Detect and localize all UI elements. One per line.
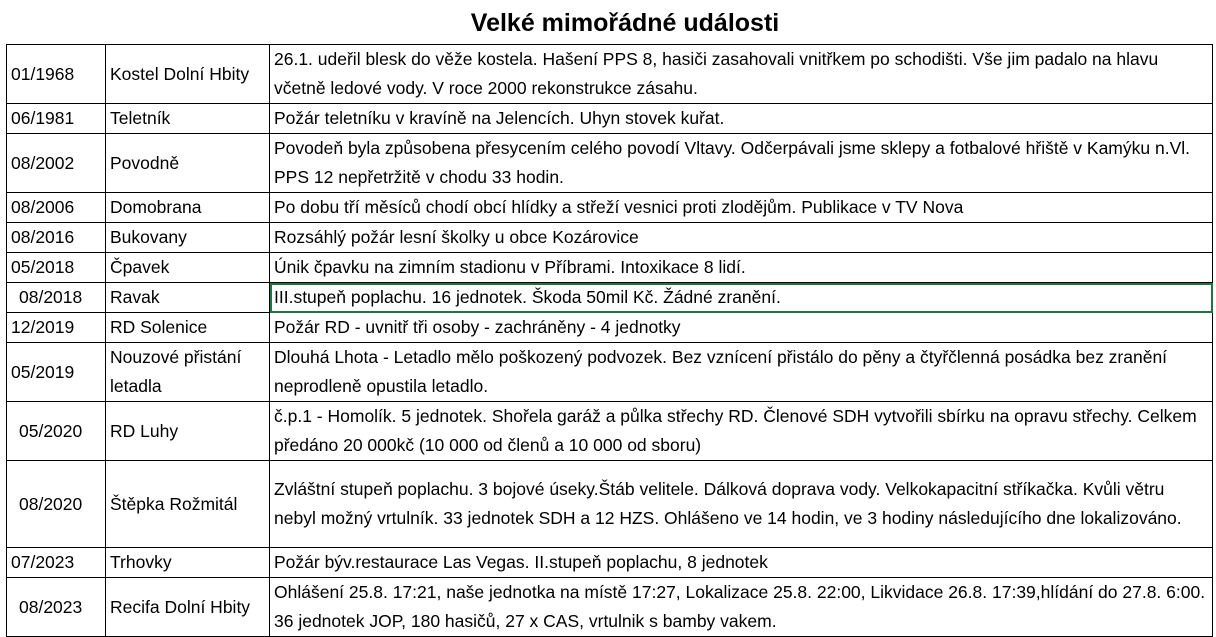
date-cell[interactable]: 08/2020 xyxy=(7,461,106,548)
description-cell[interactable]: Požár býv.restaurace Las Vegas. II.stupeň poplachu, 8 jednotek xyxy=(270,548,1213,578)
name-cell[interactable]: RD Luhy xyxy=(106,402,270,461)
name-cell[interactable]: RD Solenice xyxy=(106,313,270,343)
description-cell[interactable]: Po dobu tří měsíců chodí obcí hlídky a střeží vesnici proti zlodějům. Publikace v TV Nova xyxy=(270,193,1213,223)
date-cell[interactable]: 08/2002 xyxy=(7,134,106,193)
date-cell[interactable]: 06/1981 xyxy=(7,104,106,134)
date-cell[interactable]: 12/2019 xyxy=(7,313,106,343)
table-row xyxy=(7,548,1213,578)
description-cell[interactable]: Dlouhá Lhota - Letadlo mělo poškozený podvozek. Bez vznícení přistálo do pěny a čtyřčlenná posádka bez zranění neprodleně opustila letadlo. xyxy=(270,343,1213,402)
description-cell[interactable]: 26.1. udeřil blesk do věže kostela. Hašení PPS 8, hasiči zasahovali vnitřkem po schodišti. Vše jim padalo na hlavu včetně ledové vody. V roce 2000 rekonstrukce zásahu. xyxy=(270,45,1213,104)
date-cell[interactable]: 05/2019 xyxy=(7,343,106,402)
name-cell[interactable]: Teletník xyxy=(106,104,270,134)
name-cell[interactable]: Nouzové přistání letadla xyxy=(106,343,270,402)
date-cell[interactable]: 08/2023 xyxy=(7,578,106,637)
description-cell[interactable]: Požár teletníku v kravíně na Jelencích. Uhyn stovek kuřat. xyxy=(270,104,1213,134)
table-row xyxy=(7,343,1213,402)
description-cell[interactable]: Zvláštní stupeň poplachu. 3 bojové úseky.Štáb velitele. Dálková doprava vody. Velkokapacitní stříkačka. Kvůli větru nebyl možný vrtulník. 33 jednotek SDH a 12 HZS. Ohlášeno ve 14 hodin, ve 3 hodiny následujícího dne lokalizováno. xyxy=(270,461,1213,548)
date-cell[interactable]: 01/1968 xyxy=(7,45,106,104)
name-cell[interactable]: Kostel Dolní Hbity xyxy=(106,45,270,104)
events-table xyxy=(6,44,1213,637)
name-cell[interactable]: Recifa Dolní Hbity xyxy=(106,578,270,637)
description-cell[interactable]: Rozsáhlý požár lesní školky u obce Kozárovice xyxy=(270,223,1213,253)
table-row xyxy=(7,193,1213,223)
name-cell[interactable]: Trhovky xyxy=(106,548,270,578)
table-row xyxy=(7,104,1213,134)
name-cell[interactable]: Čpavek xyxy=(106,253,270,283)
date-cell[interactable]: 08/2006 xyxy=(7,193,106,223)
date-cell[interactable]: 08/2016 xyxy=(7,223,106,253)
selected-description-cell[interactable]: III.stupeň poplachu. 16 jednotek. Škoda 50mil Kč. Žádné zranění. xyxy=(270,283,1213,313)
table-row xyxy=(7,253,1213,283)
description-cell[interactable]: č.p.1 - Homolík. 5 jednotek. Shořela garáž a půlka střechy RD. Členové SDH vytvořili sbírku na opravu střechy. Celkem předáno 20 000kč (10 000 od členů a 10 000 od sboru) xyxy=(270,402,1213,461)
name-cell[interactable]: Povodně xyxy=(106,134,270,193)
table-row xyxy=(7,45,1213,104)
name-cell[interactable]: Ravak xyxy=(106,283,270,313)
table-row xyxy=(7,461,1213,548)
date-cell[interactable]: 05/2020 xyxy=(7,402,106,461)
table-row xyxy=(7,402,1213,461)
description-cell[interactable]: Únik čpavku na zimním stadionu v Příbrami. Intoxikace 8 lidí. xyxy=(270,253,1213,283)
table-row xyxy=(7,134,1213,193)
description-cell[interactable]: Ohlášení 25.8. 17:21, naše jednotka na místě 17:27, Lokalizace 25.8. 22:00, Likvidace 26.8. 17:39,hlídání do 27.8. 6:00. 36 jednotek JOP, 180 hasičů, 27 x CAS, vrtulnik s bamby vakem. xyxy=(270,578,1213,637)
name-cell[interactable]: Domobrana xyxy=(106,193,270,223)
date-cell[interactable]: 05/2018 xyxy=(7,253,106,283)
name-cell[interactable]: Bukovany xyxy=(106,223,270,253)
description-cell[interactable]: Povodeň byla způsobena přesycením celého povodí Vltavy. Odčerpávali jsme sklepy a fotbalové hřiště v Kamýku n.Vl. PPS 12 nepřetržitě v chodu 33 hodin. xyxy=(270,134,1213,193)
table-row xyxy=(7,313,1213,343)
table-row xyxy=(7,283,1213,313)
date-cell[interactable]: 07/2023 xyxy=(7,548,106,578)
date-cell[interactable]: 08/2018 xyxy=(7,283,106,313)
description-cell[interactable]: Požár RD - uvnitř tři osoby - zachráněny - 4 jednotky xyxy=(270,313,1213,343)
name-cell[interactable]: Štěpka Rožmitál xyxy=(106,461,270,548)
table-row xyxy=(7,223,1213,253)
page-title: Velké mimořádné události xyxy=(470,9,780,37)
